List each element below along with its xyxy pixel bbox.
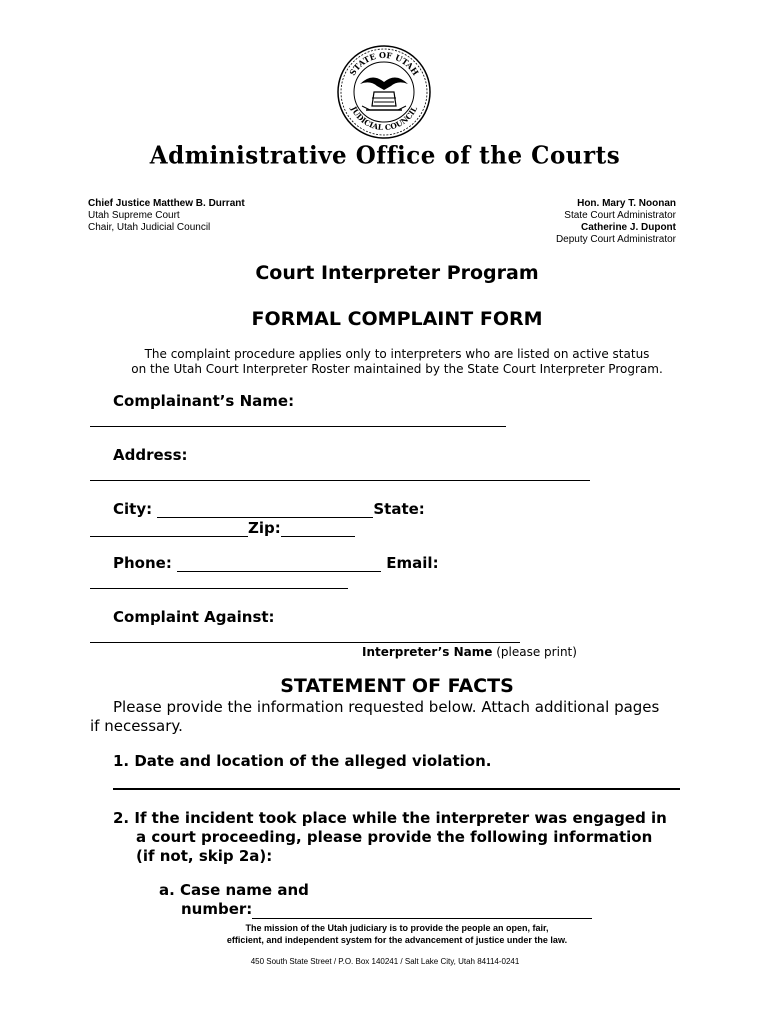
mission-line-2: efficient, and independent system for the advancement of justice under the law. [226, 935, 568, 945]
question-2-line-1: 2. If the incident took place while the interpreter was engaged in [113, 809, 667, 827]
question-2-line-3: (if not, skip 2a): [136, 847, 273, 865]
utah-judicial-council-seal-icon [336, 44, 432, 140]
chief-justice-name: Chief Justice Matthew B. Durrant [88, 198, 245, 209]
question-2a [159, 881, 592, 919]
question-2a-line-2: number: [181, 900, 253, 918]
interpreter-name-label: Interpreter’s Name [362, 645, 493, 659]
email-field[interactable] [90, 588, 348, 589]
header-right-block [556, 198, 676, 246]
office-title: Administrative Office of the Courts [149, 141, 621, 170]
question-1: 1. Date and location of the alleged violation. [113, 752, 492, 770]
phone-label: Phone: [113, 554, 172, 572]
phone-field[interactable] [177, 557, 381, 572]
city-label: City: [113, 500, 153, 518]
zip-field[interactable] [281, 522, 355, 537]
question-1-answer-field[interactable] [113, 788, 680, 790]
header-left-block [88, 198, 245, 234]
mission-line-1: The mission of the Utah judiciary is to provide the people an open, fair, [245, 923, 549, 933]
notice-line-2: on the Utah Court Interpreter Roster maintained by the State Court Interpreter Program. [131, 362, 663, 376]
interpreter-name-field[interactable] [90, 642, 520, 643]
chief-justice-role: Chair, Utah Judicial Council [88, 222, 211, 233]
notice-line-1: The complaint procedure applies only to interpreters who are listed on active status [144, 347, 650, 361]
email-label: Email: [386, 554, 439, 572]
deputy-administrator-name: Catherine J. Dupont [580, 222, 676, 233]
court-administrator-name: Hon. Mary T. Noonan [577, 198, 676, 209]
form-title: FORMAL COMPLAINT FORM [251, 308, 543, 330]
court-administrator-title: State Court Administrator [564, 210, 676, 221]
mission-statement [190, 922, 604, 946]
deputy-administrator-title: Deputy Court Administrator [555, 234, 676, 245]
complainant-name-label: Complainant’s Name: [113, 392, 295, 410]
statement-of-facts-title: STATEMENT OF FACTS [280, 675, 514, 697]
please-print-note: (please print) [496, 645, 577, 659]
address-label: Address: [113, 446, 188, 464]
eligibility-notice [90, 347, 704, 377]
office-address: 450 South State Street / P.O. Box 140241 / Salt Lake City, Utah 84114-0241 [250, 957, 520, 966]
address-field[interactable] [90, 480, 590, 481]
complainant-name-field[interactable] [90, 426, 506, 427]
statement-intro [90, 698, 690, 736]
complaint-against-label: Complaint Against: [113, 608, 275, 626]
zip-label: Zip: [248, 519, 281, 537]
state-field[interactable] [90, 522, 248, 537]
question-2a-line-1: a. Case name and [159, 881, 309, 899]
statement-intro-line-2: if necessary. [90, 717, 183, 735]
seal-text-bottom: JUDICIAL COUNCIL [349, 104, 420, 133]
city-field[interactable] [157, 503, 373, 518]
state-label: State: [373, 500, 425, 518]
question-2-line-2: a court proceeding, please provide the following information [136, 828, 653, 846]
question-2 [113, 809, 667, 866]
case-name-number-field[interactable] [252, 904, 592, 919]
statement-intro-line-1: Please provide the information requested below. Attach additional pages [113, 698, 660, 716]
seal-text-top: STATE OF UTAH [347, 49, 421, 78]
chief-justice-court: Utah Supreme Court [88, 210, 180, 221]
program-title: Court Interpreter Program [255, 262, 539, 284]
interpreter-name-caption [362, 645, 577, 659]
